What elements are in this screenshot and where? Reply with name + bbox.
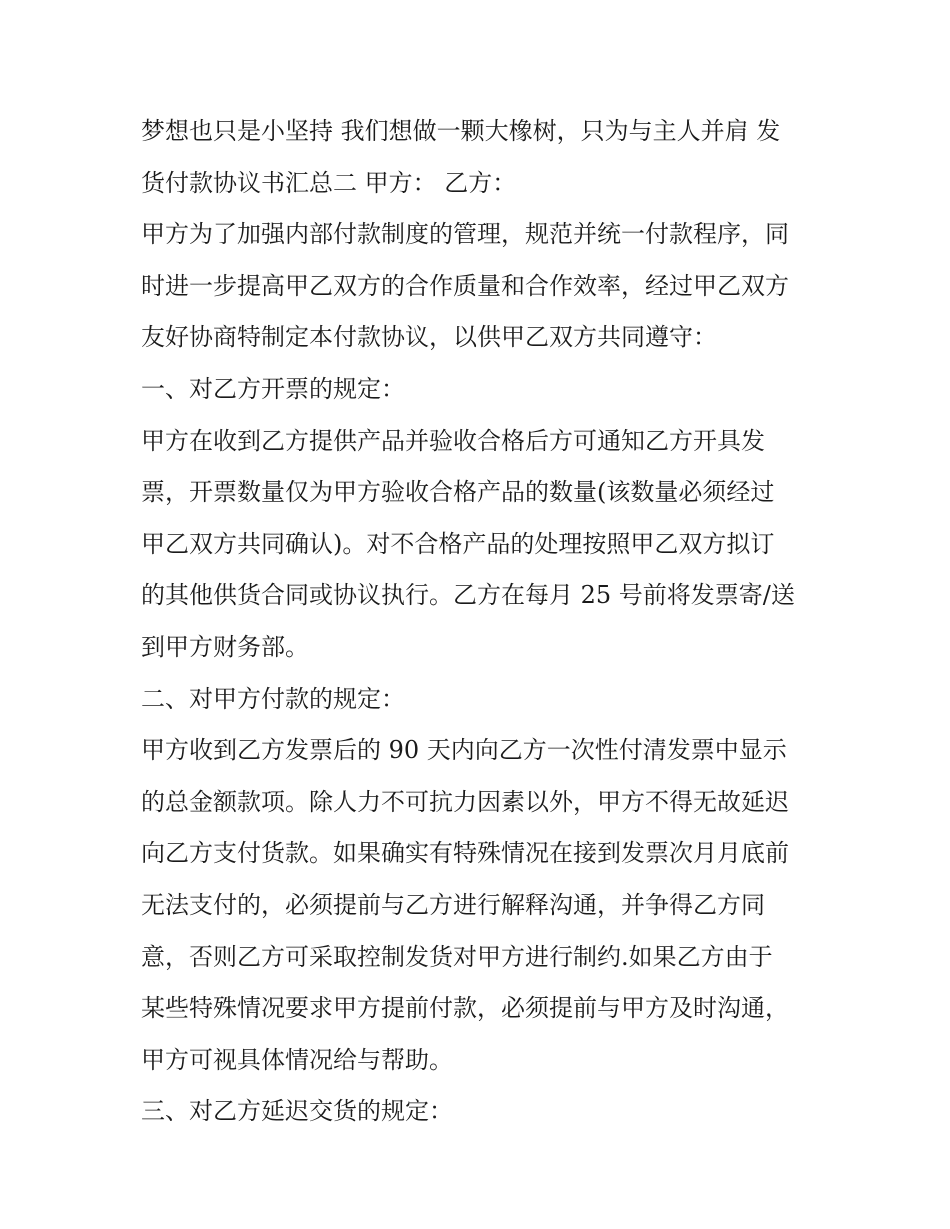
- text-line: 货付款协议书汇总二 甲方： 乙方：: [141, 168, 517, 197]
- text-line: 梦想也只是小坚持 我们想做一颗大橡树，只为与主人并肩 发: [141, 117, 781, 145]
- section-heading-2: 二、对甲方付款的规定：: [141, 684, 405, 713]
- text-line: 意，否则乙方可采取控制发货对甲方进行制约.如果乙方由于: [141, 942, 773, 971]
- text-line: 时进一步提高甲乙双方的合作质量和合作效率，经过甲乙双方: [141, 271, 789, 300]
- text-line: 甲乙双方共同确认)。对不合格产品的处理按照甲乙双方拟订: [141, 529, 775, 558]
- text-line: 友好协商特制定本付款协议，以供甲乙双方共同遵守：: [141, 323, 717, 352]
- text-line: 甲方在收到乙方提供产品并验收合格后方可通知乙方开具发: [141, 426, 765, 455]
- text-line: 向乙方支付货款。如果确实有特殊情况在接到发票次月月底前: [141, 839, 789, 868]
- section-heading-1: 一、对乙方开票的规定：: [141, 374, 405, 403]
- text-line: 无法支付的，必须提前与乙方进行解释沟通，并争得乙方同: [141, 890, 765, 919]
- text-line: 某些特殊情况要求甲方提前付款，必须提前与甲方及时沟通，: [141, 994, 789, 1023]
- text-line: 到甲方财务部。: [141, 632, 309, 661]
- document-body: [141, 106, 821, 1138]
- section-heading-3: 三、对乙方延迟交货的规定：: [141, 1097, 453, 1126]
- text-line: 的其他供货合同或协议执行。乙方在每月 25 号前将发票寄/送: [141, 581, 795, 610]
- text-line: 甲方收到乙方发票后的 90 天内向乙方一次性付清发票中显示: [141, 736, 787, 765]
- text-line: 票，开票数量仅为甲方验收合格产品的数量(该数量必须经过: [141, 478, 775, 507]
- text-line: 甲方为了加强内部付款制度的管理，规范并统一付款程序，同: [141, 220, 789, 249]
- text-line: 的总金额款项。除人力不可抗力因素以外，甲方不得无故延迟: [141, 787, 789, 816]
- text-line: 甲方可视具体情况给与帮助。: [141, 1045, 453, 1074]
